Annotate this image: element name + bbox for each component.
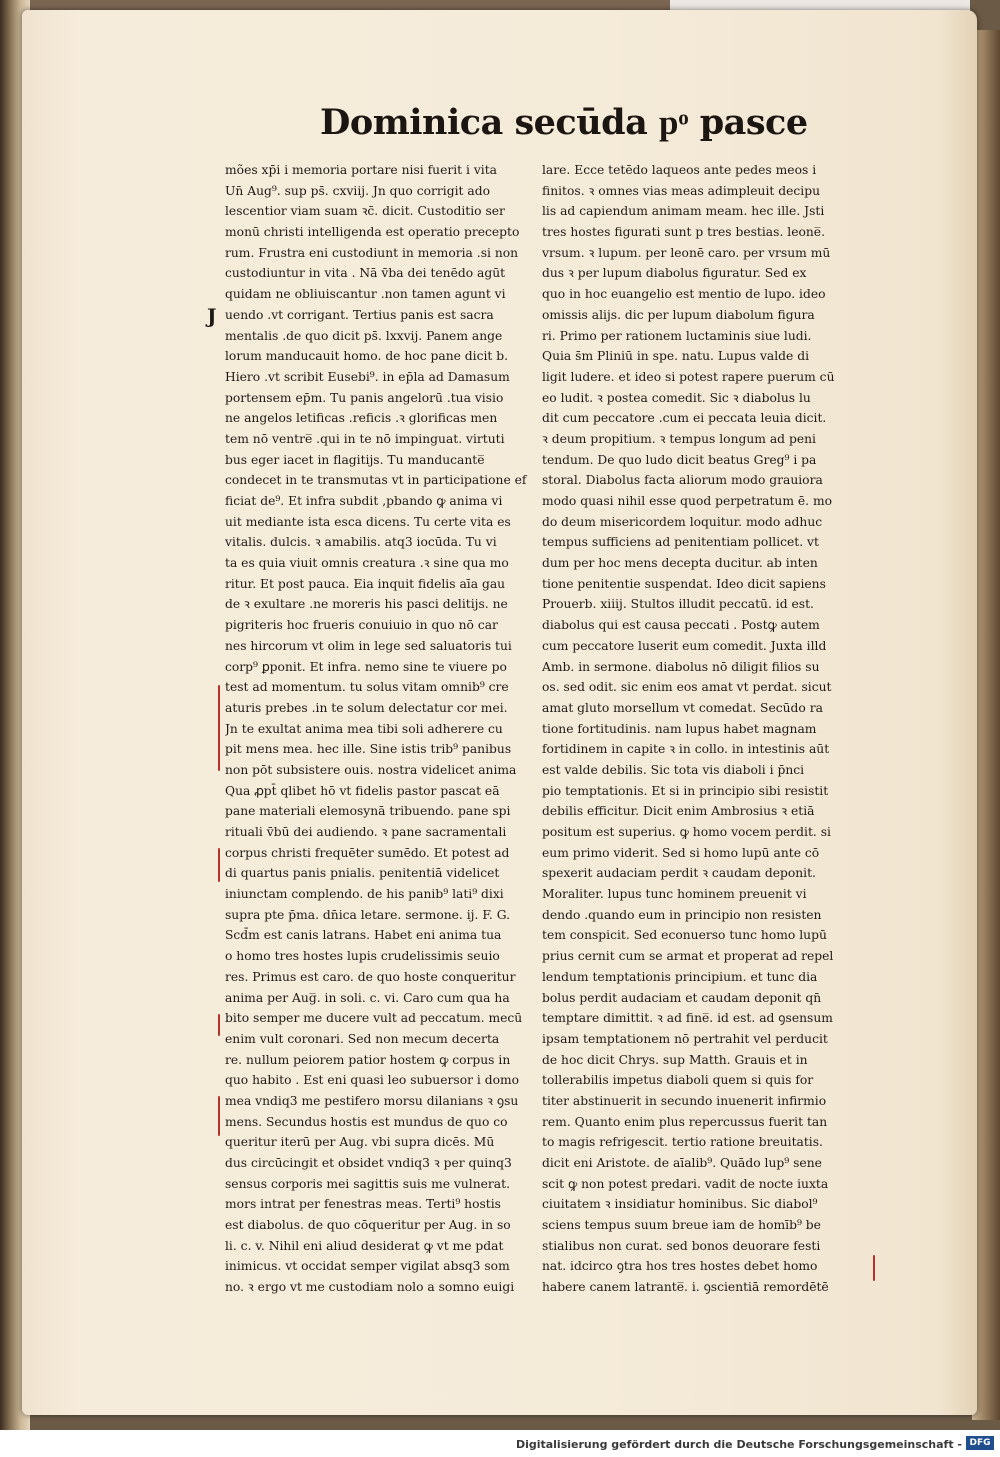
text-line: pigriteris hoc frueris conuiuio in quo nō car [225,618,498,633]
text-line: mea vndiq3 me pestifero morsu dilanians ꝛ ꝯsu [225,1093,519,1108]
text-line: temptare dimittit. ꝛ ad fine̅. id est. ad ꝯsensum [542,1011,833,1026]
text-line: mors intrat per fenestras meas. Terti⁹ hostis [225,1197,501,1212]
text-line: nes hircorum vt olim in lege sed saluatoris tui [225,638,512,653]
text-line: sciens tempus suum breue iam de homīb⁹ be [542,1218,821,1233]
text-line: de hoc dicit Chrys. sup Matth. Grauis et in [542,1052,808,1067]
text-line: prius cernit cum se armat et properat ad repel [542,949,834,964]
text-line: lare. Ecce tetēdo laqueos ante pedes meos i [542,163,817,177]
text-line: rem. Quanto enim plus repercussus fuerit tan [542,1114,828,1129]
text-line: omissis alijs. dic per lupum diabolum figura [542,307,815,322]
text-line: re. nullum peiorem patior hostem ꝙ corpus in [225,1052,511,1067]
text-line: Jn te exultat anima mea tibi soli adherere cu [225,721,503,736]
rubric-mark [873,1255,875,1281]
text-line: aturis prebes .in te solum delectatur cor mei. [225,700,508,715]
rubric-mark [218,1096,220,1136]
text-line: est diabolus. de quo cōqueritur per Aug. in so [225,1218,511,1233]
text-line: non pōt subsistere ouis. nostra videlicet anima [225,762,517,777]
text-line: tione penitentie suspendat. Ideo dicit sapiens [542,576,826,591]
text-line: de ꝛ exultare .ne moreris his pasci delitijs. ne [225,597,508,612]
text-line: enim vult coronari. Sed non mecum decerta [225,1031,500,1046]
text-line: lorum manducauit homo. de hoc pane dicit b. [225,349,509,364]
text-line: ficiat de⁹. Et infra subdit ,pbando ꝙ anima vi [225,494,503,508]
text-line: bito semper me ducere vult ad peccatum. mecū [225,1011,523,1026]
text-line: modo quasi nihil esse quod perpetratum ē. mo [542,494,833,508]
text-line: Scd̄m est canis latrans. Habet eni anima tua [225,928,502,943]
text-line: ne angelos letificas .reficis .ꝛ glorificas men [225,411,498,426]
text-line: Amb. in sermone. diabolus nō diligit filios su [542,659,820,674]
text-line: eo ludit. ꝛ postea comedit. Sic ꝛ diabolus lu [542,390,811,405]
text-line: corp⁹ ꝑponit. Et infra. nemo sine te viuere po [225,659,507,674]
rubric-mark [218,848,220,882]
text-line: portensem ep̄m. Tu panis angelorū .tua visio [225,390,504,405]
text-line: li. c. v. Nihil eni aliud desiderat ꝙ vt me pdat [225,1238,504,1253]
digitization-footer [0,1430,1000,1457]
text-line: di quartus panis pnialis. penitentiā videlicet [225,866,500,881]
text-line: amat gluto morsellum vt comedat. Secūdo ra [542,700,823,715]
text-line: tollerabilis impetus diaboli quem si quis for [542,1073,814,1088]
rubric-mark [218,685,220,771]
text-line: tempus sufficiens ad penitentiam pollicet. vt [542,535,819,550]
text-line: Quia s̄m Pliniū in spe. natu. Lupus valde di [542,349,810,364]
text-line: dum per hoc mens decepta ducitur. ab inten [542,556,818,571]
text-line: uendo .vt corrigant. Tertius panis est sacra [225,307,494,322]
text-line: tendum. De quo ludo dicit beatus Greg⁹ i pa [542,452,817,467]
text-line: dicit eni Aristote. de aīalib⁹. Quādo lup⁹ sene [542,1156,822,1170]
text-line: Qua ꝓpt̄ qlibet hō vt fidelis pastor pascat eā [225,783,500,798]
text-line: dit cum peccatore .cum ei peccata leuia dicit. [542,411,827,426]
text-line: vrsum. ꝛ lupum. per leonē caro. per vrsum mū [542,245,831,260]
text-line: test ad momentum. tu solus vitam omnib⁹ cre [225,680,509,695]
text-line: tem nō ventre̅ .qui in te nō impinguat. virtuti [225,431,505,446]
text-line: cum peccatore luserit eum comedit. Juxta illd [542,638,827,653]
text-line: monū christi intelligenda est operatio precepto [225,225,520,240]
text-line: Un̄ Aug⁹. sup ps̄. cxviij. Jn quo corrigit ado [225,183,490,198]
text-line: ritur. Et post pauca. Eia inquit fidelis aīa gau [225,576,506,591]
text-line: rituali v̄bū dei audiendo. ꝛ pane sacramentali [225,825,507,839]
right-text-column [542,160,860,1298]
footer-credit: Digitalisierung gefördert durch die Deutsche Forschungsgemeinschaft - [515,1438,962,1451]
text-line: debilis efficitur. Dicit enim Ambrosius ꝛ etiā [542,804,815,819]
text-line: finitos. ꝛ omnes vias meas adimpleuit decipu [542,183,821,198]
text-line: mões xp̄i i memoria portare nisi fuerit i vita [225,163,498,177]
text-line: tem conspicit. Sed econuerso tunc homo lupū [542,928,827,943]
text-line: pit mens mea. hec ille. Sine istis trib⁹ panibus [225,742,512,757]
text-line: eum primo viderit. Sed si homo lupū ante cō [542,845,820,860]
text-line: Hiero .vt scribit Eusebi⁹. in ep̄la ad Damasum [225,369,510,384]
text-line: storal. Diabolus facta aliorum modo grauiora [542,473,823,488]
text-line: supra pte p̄ma. dn̄ica letare. sermone. ij. F. G. [225,907,511,922]
text-line: ri. Primo per rationem luctaminis siue ludi. [542,328,812,343]
text-line: pane materiali elemosynā tribuendo. pane spi [225,804,511,819]
text-line: lendum temptationis principium. et tunc dia [542,969,818,984]
text-line: rum. Frustra eni custodiunt in memoria .si non [225,245,519,260]
rubric-mark [218,1014,220,1036]
text-line: diabolus qui est causa peccati . Postꝙ autem [542,618,820,633]
text-line: quo habito . Est eni quasi leo subuersor i domo [225,1073,520,1088]
text-line: bolus perdit audaciam et caudam deponit qn̄ [542,990,822,1005]
text-line: spexerit audaciam perdit ꝛ caudam deponit. [542,866,816,881]
text-line: lis ad capiendum animam meam. hec ille. Jsti [542,204,825,219]
text-line: tres hostes figurati sunt p tres bestias. leone̅. [542,225,825,240]
text-line: tione fortitudinis. nam lupus habet magnam [542,721,817,736]
text-line: condecet in te transmutas vt in participatione ef [225,473,527,488]
text-line: dus ꝛ per lupum diabolus figuratur. Sed ex [542,266,807,281]
initial-marker: J [207,304,217,328]
text-line: inimicus. vt occidat semper vigilat absq3 som [225,1259,510,1274]
text-line: corpus christi frequēter sumēdo. Et potest ad [225,845,510,860]
text-line: queritur iterū per Aug. vbi supra dicēs. Mū [225,1135,495,1150]
text-line: est valde debilis. Sic tota vis diaboli i p̄nci [542,762,805,777]
text-line: titer abstinuerit in secundo inuenerit infirmio [542,1093,827,1108]
running-title: Dominica secūda pͦ pasce [320,102,808,143]
text-line: pio temptationis. Et si in principio sibi resistit [542,783,829,798]
text-line: custodiuntur in vita . Nā v̄ba dei tenēdo agūt [225,266,506,281]
text-line: dendo .quando eum in principio non resisten [542,907,822,922]
text-line: ciuitatem ꝛ insidiatur hominibus. Sic diabol⁹ [542,1197,818,1212]
text-line: vitalis. dulcis. ꝛ amabilis. atq3 iocūda. Tu vi [225,535,497,550]
text-line: ipsam temptationem nō pertrahit vel perducit [542,1031,828,1046]
text-line: mentalis .de quo dicit ps̄. lxxvij. Panem ange [225,328,503,343]
text-line: ligit ludere. et ideo si potest rapere puerum cū [542,369,835,384]
text-line: bus eger iacet in flagitijs. Tu manducante̅ [225,452,485,467]
text-line: ta es quia viuit omnis creatura .ꝛ sine qua mo [225,556,509,571]
text-line: fortidinem in capite ꝛ in collo. in intestinis aūt [542,742,830,757]
text-line: habere canem latrante̅. i. ꝯscientiā remordētē [542,1280,829,1295]
text-line: scit ꝙ non potest predari. vadit de nocte iuxta [542,1176,829,1191]
text-line: uit mediante ista esca dicens. Tu certe vita es [225,514,511,529]
text-line: quo in hoc euangelio est mentio de lupo. ideo [542,287,826,302]
text-line: o homo tres hostes lupis crudelissimis seuio [225,949,500,964]
text-line: lescentior viam suam ꝛc̄. dicit. Custoditio ser [225,204,505,219]
dfg-logo: DFG [966,1436,994,1450]
text-line: res. Primus est caro. de quo hoste conqueritur [225,969,516,984]
text-line: Prouerb. xiiij. Stultos illudit peccatū. id est. [542,597,814,612]
text-line: positum est superius. ꝙ homo vocem perdit. si [542,825,831,839]
text-line: nat. idcirco ꝯtra hos tres hostes debet homo [542,1259,818,1274]
text-line: mens. Secundus hostis est mundus de quo co [225,1114,508,1129]
text-line: anima per Aug̅. in soli. c. vi. Caro cum qua ha [225,990,510,1005]
left-text-column [225,160,543,1298]
text-line: sensus corporis mei sagittis suis me vulnerat. [225,1176,510,1191]
text-line: iniunctam complendo. de his panib⁹ lati⁹ dixi [225,887,504,902]
text-line: to magis refrigescit. tertio ratione breuitatis. [542,1135,823,1150]
text-line: dus circūcingit et obsidet vndiq3 ꝛ per quinq3 [225,1156,512,1170]
text-line: os. sed odit. sic enim eos amat vt perdat. sicut [542,680,832,695]
text-line: stialibus non curat. sed bonos deuorare festi [542,1238,821,1253]
text-line: ꝛ deum propitium. ꝛ tempus longum ad peni [542,431,816,446]
text-line: Moraliter. lupus tunc hominem preuenit vi [542,887,807,902]
text-line: do deum misericordem loquitur. modo adhuc [542,514,823,529]
text-line: no. ꝛ ergo vt me custodiam nolo a somno euigi [225,1280,515,1295]
text-line: quidam ne obliuiscantur .non tamen agunt vi [225,287,506,302]
